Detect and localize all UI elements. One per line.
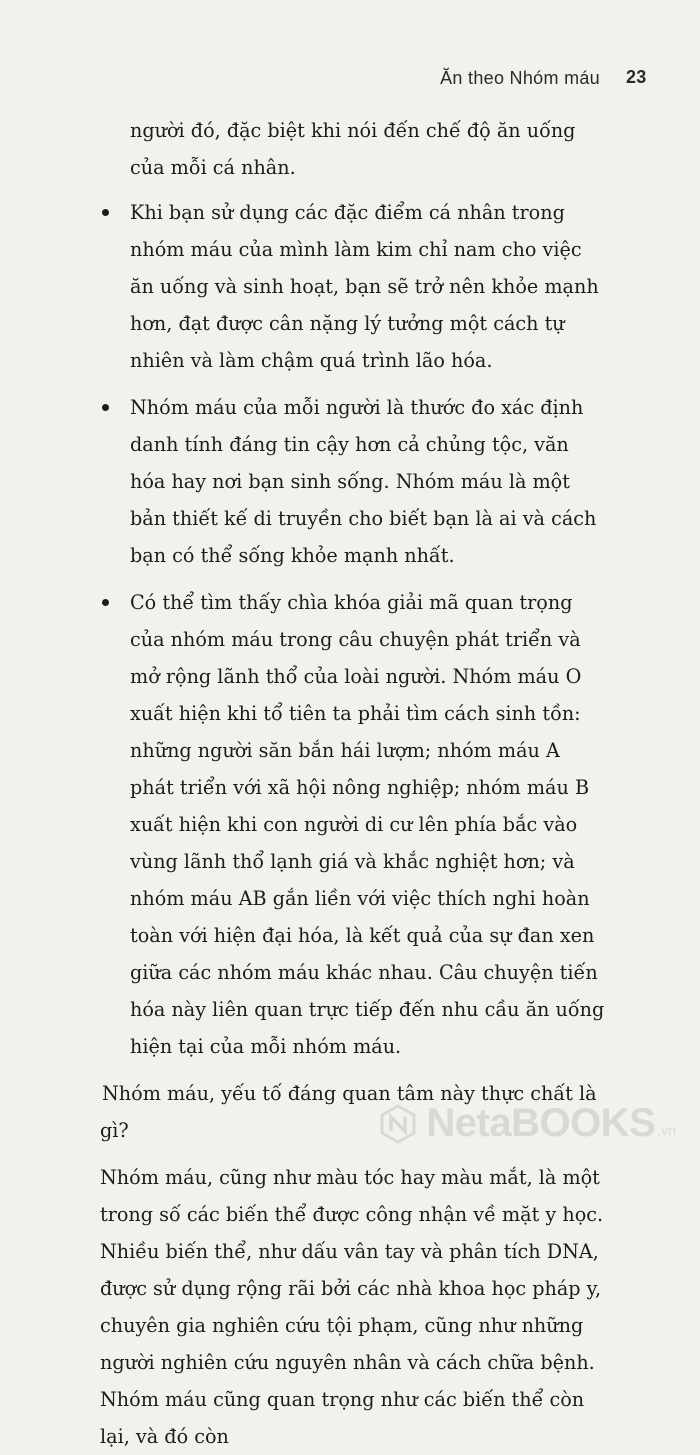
question-paragraph: Nhóm máu, yếu tố đáng quan tâm này thực chất là gì? xyxy=(100,1082,597,1142)
watermark-brand: NetaBOOKS xyxy=(426,1101,656,1145)
bullet-list xyxy=(100,194,608,1065)
bullet-dot-icon xyxy=(102,209,109,216)
watermark xyxy=(378,1101,676,1146)
body-paragraph: Nhóm máu, cũng như màu tóc hay màu mắt, là một trong số các biến thể được công nhận về mặt y học. Nhiều biến thể, như dấu vân tay và phân tích DNA, được sử dụng rộng rãi bởi các nhà khoa học pháp y, chuyên gia nghiên cứu tội phạm, cũng như những người nghiên cứu nguyên nhân và cách chữa bệnh. Nhóm máu cũng quan trọng như các biến thể còn lại, và đó còn xyxy=(100,1166,604,1448)
running-title: Ăn theo Nhóm máu xyxy=(440,68,600,88)
body-text xyxy=(100,112,608,1455)
list-item xyxy=(100,584,608,1065)
neta-logo-icon xyxy=(378,1104,418,1144)
list-item xyxy=(100,194,608,379)
bullet-dot-icon xyxy=(102,599,109,606)
bullet-text: Khi bạn sử dụng các đặc điểm cá nhân trong nhóm máu của mình làm kim chỉ nam cho việc ăn uống và sinh hoạt, bạn sẽ trở nên khỏe mạnh hơn, đạt được cân nặng lý tưởng một cách tự nhiên và làm chậm quá trình lão hóa. xyxy=(130,201,599,372)
page-number: 23 xyxy=(626,67,647,87)
list-item xyxy=(100,389,608,574)
bullet-text: Có thể tìm thấy chìa khóa giải mã quan trọng của nhóm máu trong câu chuyện phát triển và mở rộng lãnh thổ của loài người. Nhóm máu O xuất hiện khi tổ tiên ta phải tìm cách sinh tồn: những người săn bắn hái lượm; nhóm máu A phát triển với xã hội nông nghiệp; nhóm máu B xuất hiện khi con người di cư lên phía bắc vào vùng lãnh thổ lạnh giá và khắc nghiệt hơn; và nhóm máu AB gắn liền với việc thích nghi hoàn toàn với hiện đại hóa, là kết quả của sự đan xen giữa các nhóm máu khác nhau. Câu chuyện tiến hóa này liên quan trực tiếp đến nhu cầu ăn uống hiện tại của mỗi nhóm máu. xyxy=(130,591,605,1058)
bullet-text: Nhóm máu của mỗi người là thước đo xác định danh tính đáng tin cậy hơn cả chủng tộc, văn hóa hay nơi bạn sinh sống. Nhóm máu là một bản thiết kế di truyền cho biết bạn là ai và cách bạn có thể sống khỏe mạnh nhất. xyxy=(130,396,597,567)
continuation-paragraph: người đó, đặc biệt khi nói đến chế độ ăn uống của mỗi cá nhân. xyxy=(130,119,576,179)
bullet-dot-icon xyxy=(102,404,109,411)
watermark-suffix: .vn xyxy=(657,1122,676,1138)
running-header xyxy=(440,67,647,89)
